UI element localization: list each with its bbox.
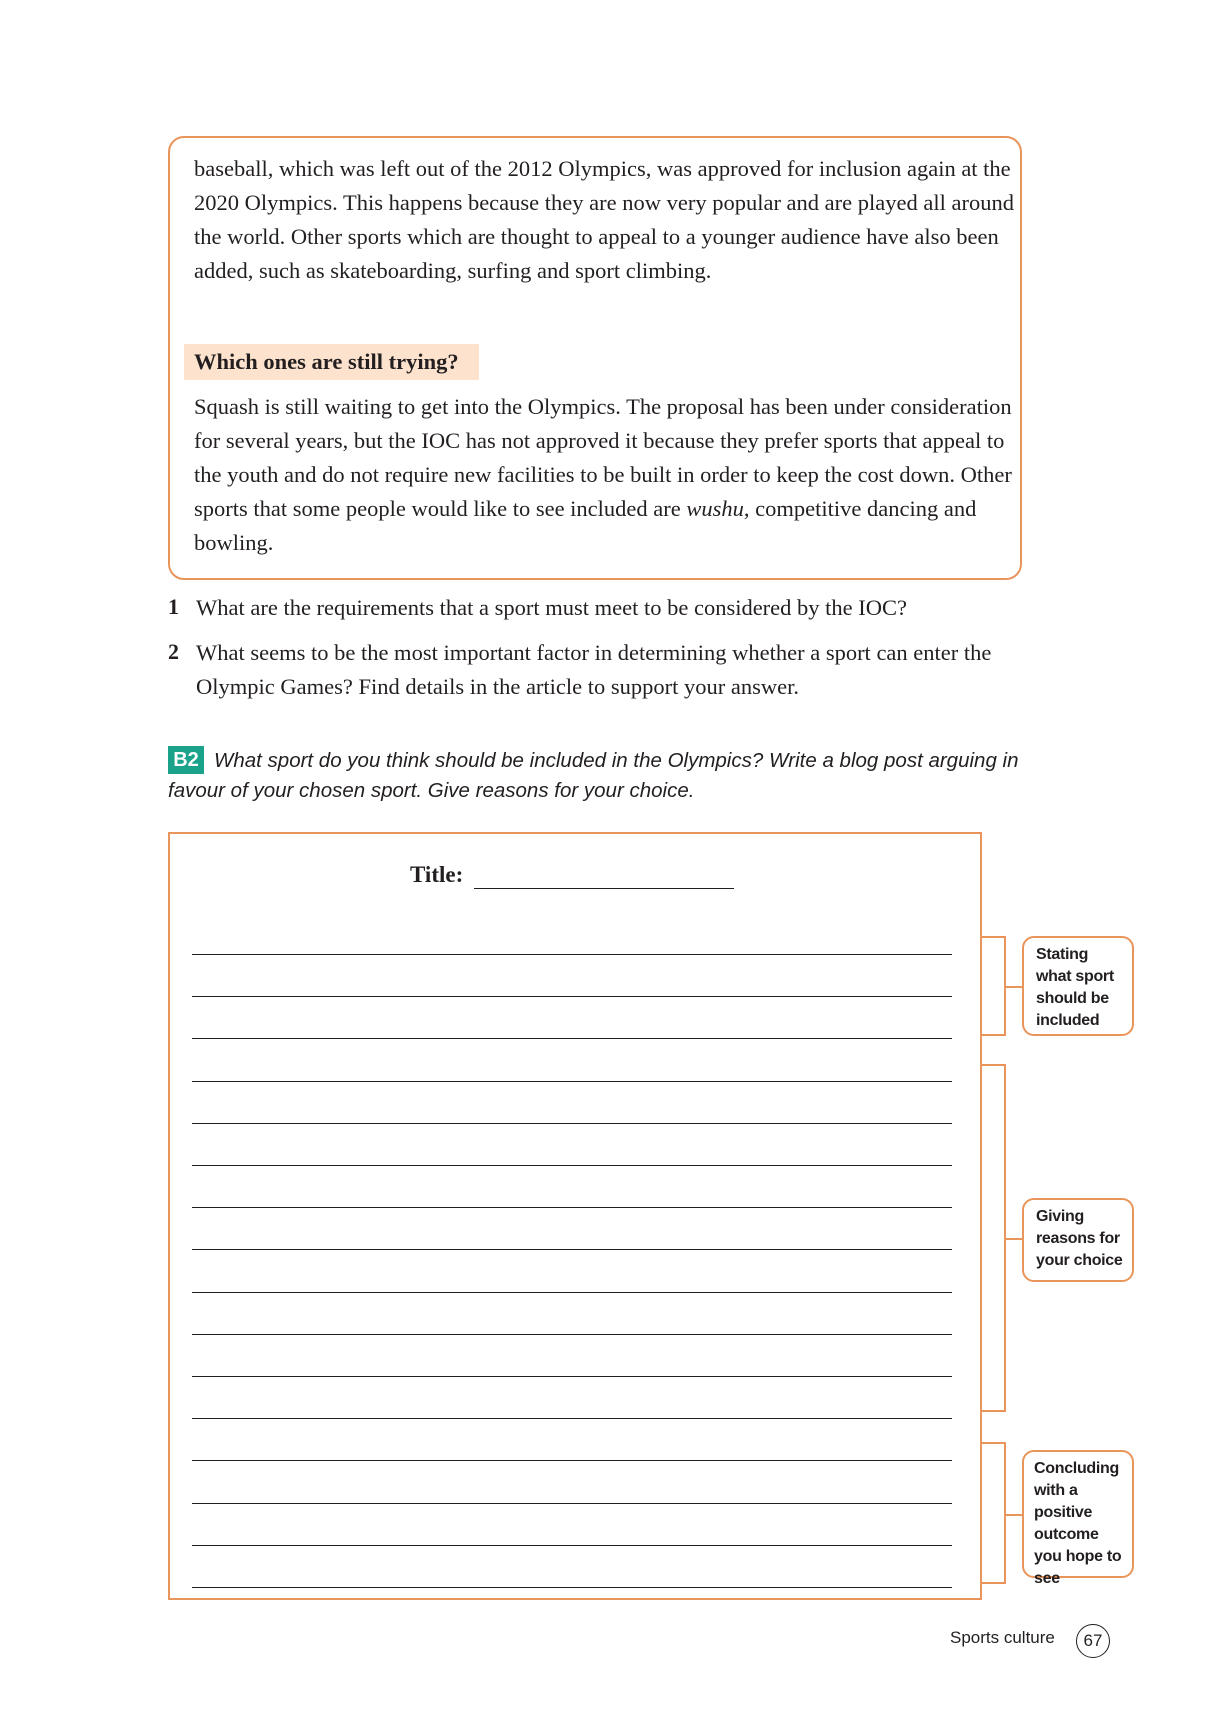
question-1-number: 1 xyxy=(168,594,179,619)
article-subheading xyxy=(184,344,479,380)
bracket-connector-3 xyxy=(1006,1514,1022,1516)
writing-line[interactable] xyxy=(192,1207,952,1208)
question-2-number: 2 xyxy=(168,639,179,664)
bracket-connector-1 xyxy=(1006,986,1022,988)
article-paragraph-2 xyxy=(194,390,1014,560)
writing-line[interactable] xyxy=(192,1249,952,1250)
writing-line[interactable] xyxy=(192,1038,952,1039)
writing-line[interactable] xyxy=(192,1587,952,1588)
note-conclusion: Concluding with a positive outcome you hope to see xyxy=(1022,1450,1134,1578)
para2-text-end: , competitive dancing and bowling. xyxy=(194,496,977,555)
writing-frame xyxy=(168,832,982,1600)
writing-line[interactable] xyxy=(192,1376,952,1377)
bracket-conclusion xyxy=(982,1442,1006,1584)
title-label: Title: xyxy=(410,862,464,887)
writing-line[interactable] xyxy=(192,1545,952,1546)
writing-line[interactable] xyxy=(192,1123,952,1124)
writing-line[interactable] xyxy=(192,996,952,997)
article-paragraph-1: baseball, which was left out of the 2012 Olympics, was approved for inclusion again at the 2020 Olympics. This happens because they are now very popular and are played all around the world. Other sports which are thought to appeal to a younger audience have also been added, such as skateboarding, surfing and sport climbing. xyxy=(194,156,1014,283)
footer-section-label: Sports culture xyxy=(950,1628,1055,1647)
page-number: 67 xyxy=(1076,1624,1110,1658)
writing-line[interactable] xyxy=(192,1460,952,1461)
para2-italic: wushu xyxy=(686,496,744,521)
note-reasons: Giving reasons for your choice xyxy=(1022,1198,1134,1282)
bracket-connector-2 xyxy=(1006,1238,1022,1240)
writing-line[interactable] xyxy=(192,1292,952,1293)
task-level-badge: B2 xyxy=(168,746,204,774)
writing-line[interactable] xyxy=(192,1165,952,1166)
note-introduction: Stating what sport should be included xyxy=(1022,936,1134,1036)
question-1-text: What are the requirements that a sport must meet to be considered by the IOC? xyxy=(196,595,908,620)
writing-line[interactable] xyxy=(192,1418,952,1419)
task-instruction: What sport do you think should be included in the Olympics? Write a blog post arguing in favour of your chosen sport. Give reasons for your choice. xyxy=(168,749,1019,802)
article-subheading-text: Which ones are still trying? xyxy=(194,349,459,374)
writing-line[interactable] xyxy=(192,1503,952,1504)
bracket-body xyxy=(982,1064,1006,1412)
para2-text: Squash is still waiting to get into the Olympics. The proposal has been under consideration for several years, but the IOC has not approved it because they prefer sports that appeal to the youth and do not require new facilities to be built in order to keep the cost down. Other sports that some people would like to see included are xyxy=(194,394,1012,521)
writing-line[interactable] xyxy=(192,1334,952,1335)
title-input-line[interactable] xyxy=(474,888,734,889)
bracket-introduction xyxy=(982,936,1006,1036)
question-2-text: What seems to be the most important factor in determining whether a sport can enter the Olympic Games? Find details in the article to support your answer. xyxy=(196,640,992,699)
writing-line[interactable] xyxy=(192,1081,952,1082)
writing-line[interactable] xyxy=(192,954,952,955)
